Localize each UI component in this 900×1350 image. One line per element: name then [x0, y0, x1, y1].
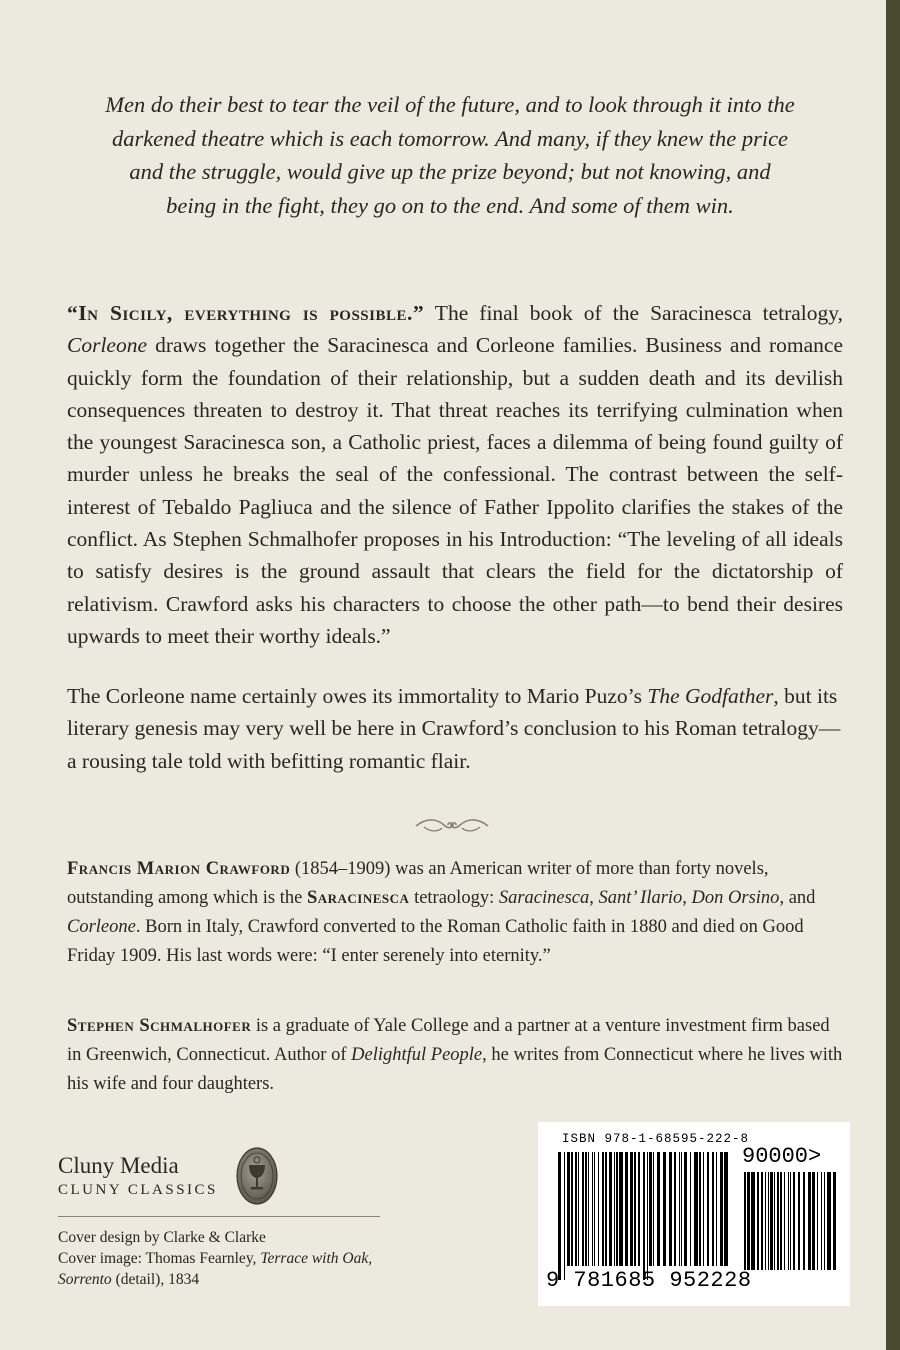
barcode-bar — [647, 1152, 648, 1280]
barcode-bar — [684, 1152, 687, 1266]
credit-text: (detail), 1834 — [111, 1271, 200, 1288]
chalice-seal-icon — [236, 1147, 278, 1205]
barcode-bar — [594, 1152, 595, 1266]
blurb-text: The final book of the Saracinesca tetralogy, — [424, 301, 843, 325]
epigraph-line: being in the fight, they go on to the end. And some of them win. — [166, 192, 734, 218]
barcode-bar — [598, 1152, 599, 1266]
isbn-barcode — [538, 1122, 850, 1306]
barcode-bar — [575, 1152, 577, 1266]
barcode-bar — [747, 1172, 750, 1270]
series-name: Saracinesca — [306, 888, 410, 908]
barcode-bar — [788, 1172, 789, 1270]
painting-title: Terrace with Oak, — [260, 1250, 373, 1267]
barcode-bar — [765, 1172, 766, 1270]
barcode-bar — [585, 1152, 587, 1266]
flourish-ornament-icon — [412, 812, 492, 838]
cover-image-credit — [58, 1248, 398, 1269]
barcode-bar — [808, 1172, 811, 1270]
barcode-bar — [669, 1152, 672, 1266]
barcode-bar — [619, 1152, 623, 1266]
barcode-bar — [609, 1152, 612, 1266]
barcode-bar — [790, 1172, 791, 1270]
barcode-bar — [602, 1152, 604, 1266]
barcode-bar — [605, 1152, 607, 1266]
blurb-paragraph-1 — [67, 297, 843, 652]
barcode-bar — [616, 1152, 618, 1266]
bio-text: , and — [779, 888, 816, 908]
barcode-bar — [625, 1152, 628, 1266]
ean-barcode-bars — [558, 1152, 728, 1280]
cover-design-credit: Cover design by Clarke & Clarke — [58, 1229, 266, 1246]
barcode-bar — [824, 1172, 825, 1270]
barcode-bar — [821, 1172, 822, 1270]
price-barcode-bars — [744, 1172, 836, 1284]
ean-digits: 9 781685 952228 — [546, 1268, 752, 1293]
barcode-bar — [567, 1152, 570, 1266]
author-bio-crawford — [67, 855, 843, 971]
barcode-bar — [780, 1172, 782, 1270]
barcode-bar — [751, 1172, 755, 1270]
book-title: Don Orsino — [691, 888, 780, 908]
barcode-bar — [592, 1152, 593, 1266]
bio-text: . Born in Italy, Crawford converted to the Roman Catholic faith in 1880 and died on Good Friday 1909. His last words were: “I enter serenely into eternity.” — [67, 917, 804, 966]
bio-text: tetraology: — [409, 888, 499, 908]
epigraph-quote — [70, 88, 830, 222]
barcode-bar — [679, 1152, 680, 1266]
book-title-corleone: Corleone — [67, 333, 148, 358]
divider-rule — [58, 1216, 380, 1217]
book-title: Sant’ Ilario — [598, 888, 683, 908]
barcode-bar — [657, 1152, 660, 1266]
barcode-bar — [777, 1172, 779, 1270]
barcode-bar — [768, 1172, 769, 1270]
isbn-label: ISBN 978-1-68595-222-8 — [562, 1132, 750, 1146]
barcode-bar — [761, 1172, 763, 1270]
book-title: Corleone — [67, 917, 136, 937]
barcode-bar — [614, 1152, 615, 1266]
credit-text: Cover image: Thomas Fearnley, — [58, 1250, 261, 1267]
barcode-bar — [694, 1152, 698, 1266]
barcode-bar — [724, 1152, 728, 1266]
barcode-bar — [712, 1152, 714, 1266]
barcode-bar — [744, 1172, 746, 1270]
blurb-text: The Corleone name certainly owes its immortality to Mario Puzo’s — [67, 684, 648, 708]
barcode-bar — [812, 1172, 815, 1270]
barcode-bar — [833, 1172, 836, 1270]
barcode-bar — [564, 1152, 565, 1280]
book-title: Delightful People — [351, 1045, 483, 1065]
barcode-bar — [703, 1152, 704, 1266]
blurb-paragraph-2 — [67, 680, 843, 777]
barcode-bar — [643, 1152, 645, 1280]
author-name: Stephen Schmalhofer — [67, 1016, 252, 1036]
barcode-bar — [707, 1152, 709, 1266]
barcode-bar — [774, 1172, 775, 1270]
bio-text: , — [682, 888, 692, 908]
bio-text: , — [589, 888, 599, 908]
barcode-bar — [588, 1152, 589, 1266]
publisher-imprint: CLUNY CLASSICS — [58, 1182, 218, 1198]
barcode-bar — [803, 1172, 805, 1270]
painting-title: Sorrento — [58, 1271, 112, 1288]
barcode-bar — [793, 1172, 795, 1270]
barcode-bar — [578, 1152, 579, 1266]
bio-text: is a graduate of Yale College and a partner at a venture investment firm based in Greenwich, Connecticut. Author of — [67, 1016, 830, 1065]
barcode-bar — [817, 1172, 818, 1270]
barcode-bar — [699, 1152, 701, 1266]
book-title-godfather: The Godfather — [647, 684, 774, 708]
barcode-bar — [770, 1172, 773, 1270]
spine-edge-strip — [886, 0, 900, 1350]
cover-image-credit-cont — [58, 1269, 398, 1290]
barcode-bar — [674, 1152, 676, 1266]
blurb-lead-quote: “In Sicily, everything is possible.” — [67, 301, 425, 325]
barcode-bar — [798, 1172, 800, 1270]
publisher-name: Cluny Media — [58, 1153, 179, 1178]
barcode-bar — [716, 1152, 717, 1266]
cover-credits — [58, 1227, 398, 1290]
barcode-bar — [582, 1152, 584, 1266]
epigraph-line: darkened theatre which is each tomorrow. And many, if they knew the price — [111, 125, 789, 151]
book-title: Saracinesca — [498, 888, 590, 908]
barcode-bar — [663, 1152, 666, 1266]
author-bio-schmalhofer — [67, 1012, 843, 1099]
barcode-bar — [571, 1152, 573, 1266]
blurb-text: , but its literary genesis may very well be here in Crawford’s conclusion to his Roman tetralogy—a rousing tale told with befitting romantic flair. — [67, 684, 841, 773]
barcode-bar — [634, 1152, 636, 1266]
barcode-bar — [827, 1172, 831, 1270]
barcode-bar — [720, 1152, 723, 1266]
barcode-bar — [630, 1152, 633, 1266]
price-code: 90000> — [742, 1144, 822, 1169]
barcode-bar — [649, 1152, 652, 1266]
bio-text: , he writes from Connecticut where he lives with his wife and four daughters. — [67, 1045, 843, 1094]
barcode-bar — [690, 1152, 691, 1266]
blurb-text: draws together the Saracinesca and Corleone families. Business and romance quickly form the foundation of their relationship, but a sudden death and its devilish consequences threaten to destroy it. That threat reaches its terrifying culmination when the youngest Saracinesca son, a Catholic priest, faces a dilemma of being found guilty of murder unless he breaks the seal of the confessional. The contrast between the self-interest of Tebaldo Pagliuca and the silence of Father Ippolito clarifies the stakes of the conflict. As Stephen Schmalhofer proposes in his Introduction: “The leveling of all ideals to satisfy desires is the ground assault that clears the field for the dictatorship of relativism. Crawford asks his characters to choose the other path—to bend their desires upwards to meet their worthy ideals.” — [67, 333, 843, 648]
epigraph-line: Men do their best to tear the veil of the future, and to look through it into the — [105, 92, 795, 117]
barcode-bar — [681, 1152, 682, 1266]
epigraph-line: and the struggle, would give up the prize beyond; but not knowing, and — [129, 159, 771, 184]
bio-text: (1854–1909) was an American writer of more than forty novels, outstanding among which is the — [67, 859, 769, 908]
barcode-bar — [638, 1152, 640, 1266]
barcode-bar — [558, 1152, 561, 1280]
barcode-bar — [784, 1172, 785, 1270]
barcode-bar — [757, 1172, 759, 1270]
author-name: Francis Marion Crawford — [67, 859, 291, 879]
barcode-bar — [653, 1152, 654, 1266]
publisher-block — [58, 1152, 218, 1199]
